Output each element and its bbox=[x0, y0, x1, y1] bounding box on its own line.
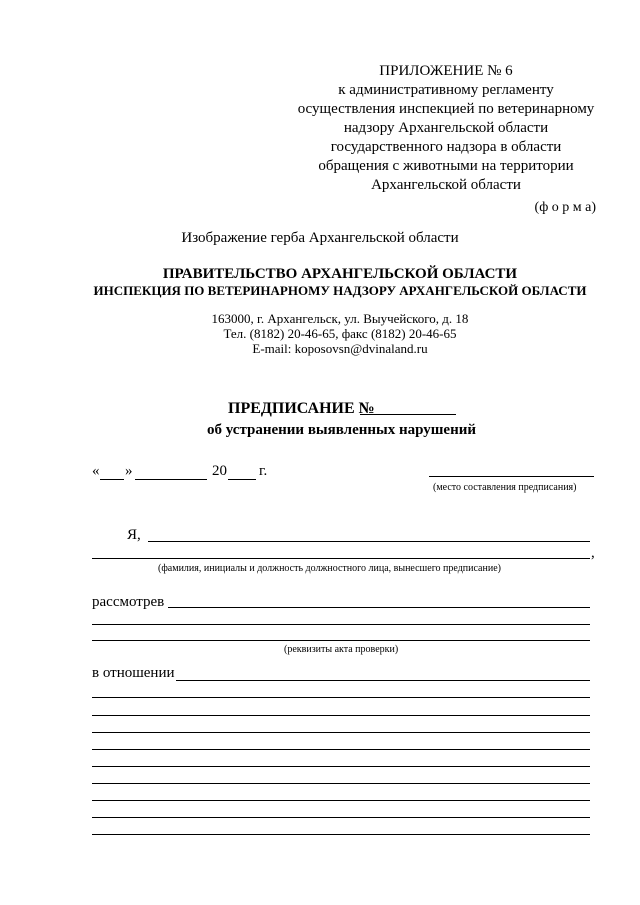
appendix-line: к административному регламенту bbox=[338, 82, 554, 98]
order-title bbox=[228, 400, 375, 418]
email-address: E-mail: koposovsn@dvinaland.ru bbox=[252, 341, 428, 356]
regarding-line[interactable] bbox=[92, 732, 590, 733]
place-caption: (место составления предписания) bbox=[433, 482, 577, 493]
reviewed-caption: (реквизиты акта проверки) bbox=[284, 644, 399, 655]
year-suffix: г. bbox=[259, 463, 268, 479]
regarding-line[interactable] bbox=[92, 766, 590, 767]
inspection-act-field[interactable] bbox=[168, 607, 590, 608]
place-field[interactable] bbox=[429, 476, 594, 477]
date-open-quote: « bbox=[92, 463, 100, 479]
official-caption: (фамилия, инициалы и должность должностного лица, вынесшего предписание) bbox=[158, 563, 501, 574]
official-comma: , bbox=[591, 545, 595, 561]
appendix-header: ПРИЛОЖЕНИЕ № 6 bbox=[379, 63, 513, 79]
inspection-act-line[interactable] bbox=[92, 640, 590, 641]
date-close-quote: » bbox=[125, 463, 133, 479]
regarding-line[interactable] bbox=[92, 697, 590, 698]
appendix-line: надзору Архангельской области bbox=[343, 120, 549, 136]
regarding-line[interactable] bbox=[92, 749, 590, 750]
appendix-line: осуществления инспекцией по ветеринарному bbox=[297, 101, 595, 117]
inspection-act-line[interactable] bbox=[92, 624, 590, 625]
year-field[interactable] bbox=[228, 479, 256, 480]
regarding-line[interactable] bbox=[92, 834, 590, 835]
official-name-field-continued[interactable] bbox=[304, 541, 590, 542]
form-note: (ф о р м а) bbox=[534, 200, 596, 215]
regarding-line[interactable] bbox=[92, 783, 590, 784]
official-label: Я, bbox=[127, 527, 141, 543]
regarding-line[interactable] bbox=[92, 800, 590, 801]
government-title: ПРАВИТЕЛЬСТВО АРХАНГЕЛЬСКОЙ ОБЛАСТИ bbox=[162, 266, 518, 282]
day-field[interactable] bbox=[100, 479, 124, 480]
appendix-line: Архангельской области bbox=[371, 177, 521, 193]
regarding-label: в отношении bbox=[92, 665, 175, 681]
coat-of-arms-placeholder: Изображение герба Архангельской области bbox=[181, 230, 459, 246]
postal-address: 163000, г. Архангельск, ул. Выучейского, д. 18 bbox=[211, 311, 469, 326]
address-block bbox=[0, 311, 640, 356]
regarding-field[interactable] bbox=[176, 680, 590, 681]
regarding-line[interactable] bbox=[92, 817, 590, 818]
appendix-line: государственного надзора в области bbox=[330, 139, 562, 155]
appendix-line: обращения с животными на территории bbox=[318, 158, 574, 174]
regarding-line[interactable] bbox=[92, 715, 590, 716]
inspection-title: ИНСПЕКЦИЯ ПО ВЕТЕРИНАРНОМУ НАДЗОРУ АРХАНГЕЛЬСКОЙ ОБЛАСТИ bbox=[93, 283, 587, 298]
appendix-block bbox=[296, 62, 596, 195]
year-prefix: 20 bbox=[212, 463, 227, 479]
official-name-field[interactable] bbox=[148, 541, 304, 542]
official-position-field[interactable] bbox=[92, 558, 590, 559]
phone-fax: Тел. (8182) 20-46-65, факс (8182) 20-46-65 bbox=[223, 326, 457, 341]
month-field[interactable] bbox=[135, 479, 207, 480]
order-number-field[interactable] bbox=[360, 414, 456, 415]
order-subtitle: об устранении выявленных нарушений bbox=[207, 422, 477, 438]
reviewed-label: рассмотрев bbox=[92, 594, 165, 610]
order-title-text: ПРЕДПИСАНИЕ № bbox=[228, 400, 375, 417]
